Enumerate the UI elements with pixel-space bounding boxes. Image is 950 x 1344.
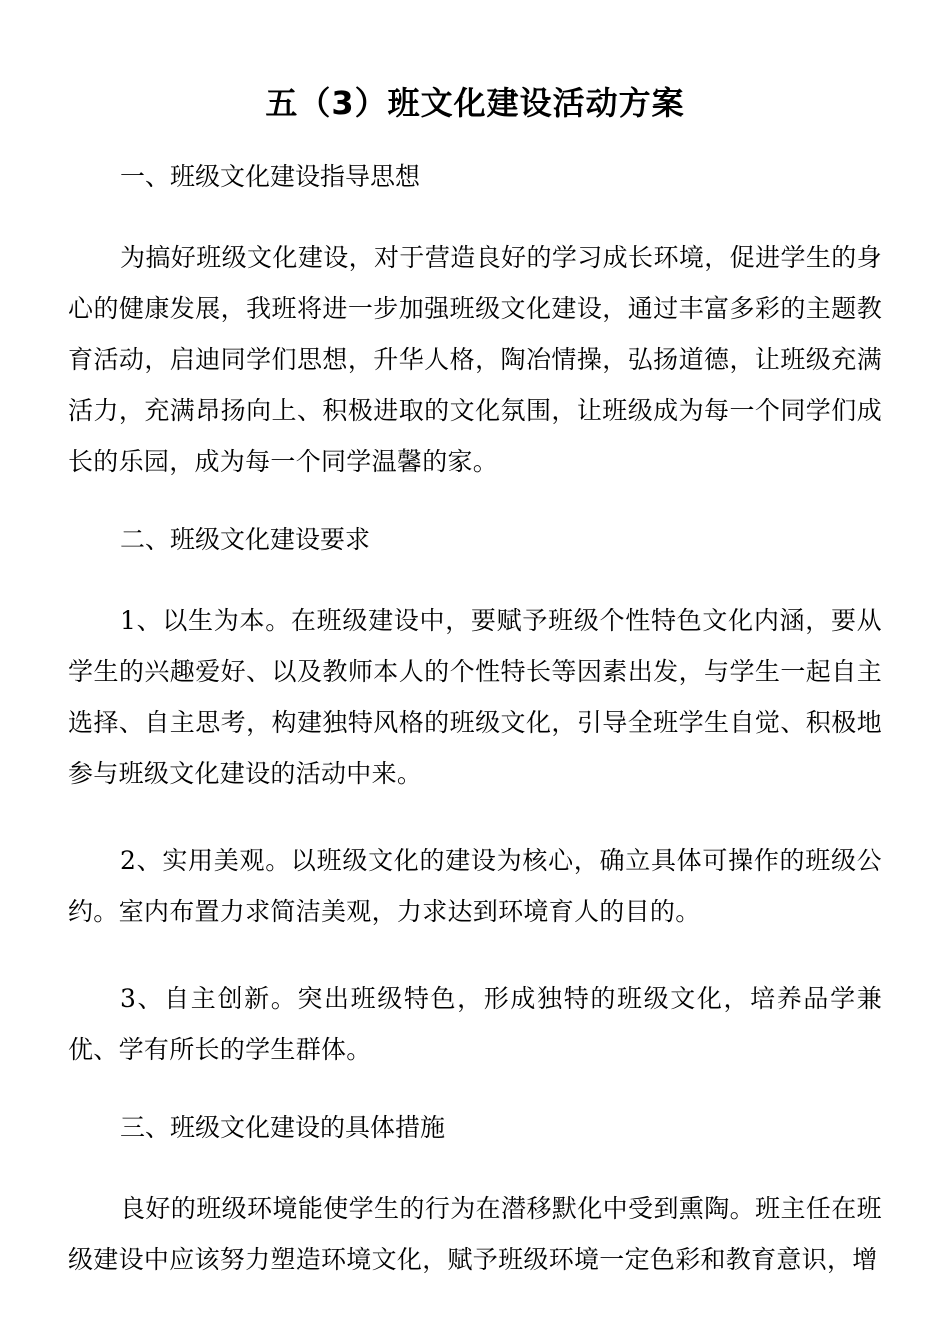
paragraph-guiding-thought: 为搞好班级文化建设，对于营造良好的学习成长环境，促进学生的身心的健康发展，我班将进一步加强班级文化建设，通过丰富多彩的主题教育活动，启迪同学们思想，升华人格，陶冶情操，弘扬道德，让班级充满活力，充满昂扬向上、积极进取的文化氛围，让班级成为每一个同学们成长的乐园，成为每一个同学温馨的家。: [68, 243, 882, 476]
paragraph-requirement-3: 3、自主创新。突出班级特色，形成独特的班级文化，培养品学兼优、学有所长的学生群体。: [68, 984, 882, 1064]
paragraph-measures: 良好的班级环境能使学生的行为在潜移默化中受到熏陶。班主任在班级建设中应该努力塑造环境文化，赋予班级环境一定色彩和教育意识，增: [68, 1194, 882, 1274]
page-title: 五（3）班文化建设活动方案: [265, 84, 685, 122]
section-heading-2: 二、班级文化建设要求: [120, 525, 371, 554]
paragraph-requirement-2: 2、实用美观。以班级文化的建设为核心，确立具体可操作的班级公约。室内布置力求简洁美观，力求达到环境育人的目的。: [68, 846, 882, 926]
section-heading-1: 一、班级文化建设指导思想: [120, 162, 421, 191]
section-heading-3: 三、班级文化建设的具体措施: [120, 1113, 446, 1142]
paragraph-requirement-1: 1、以生为本。在班级建设中，要赋予班级个性特色文化内涵，要从学生的兴趣爱好、以及教师本人的个性特长等因素出发，与学生一起自主选择、自主思考，构建独特风格的班级文化，引导全班学生自觉、积极地参与班级文化建设的活动中来。: [68, 606, 882, 788]
